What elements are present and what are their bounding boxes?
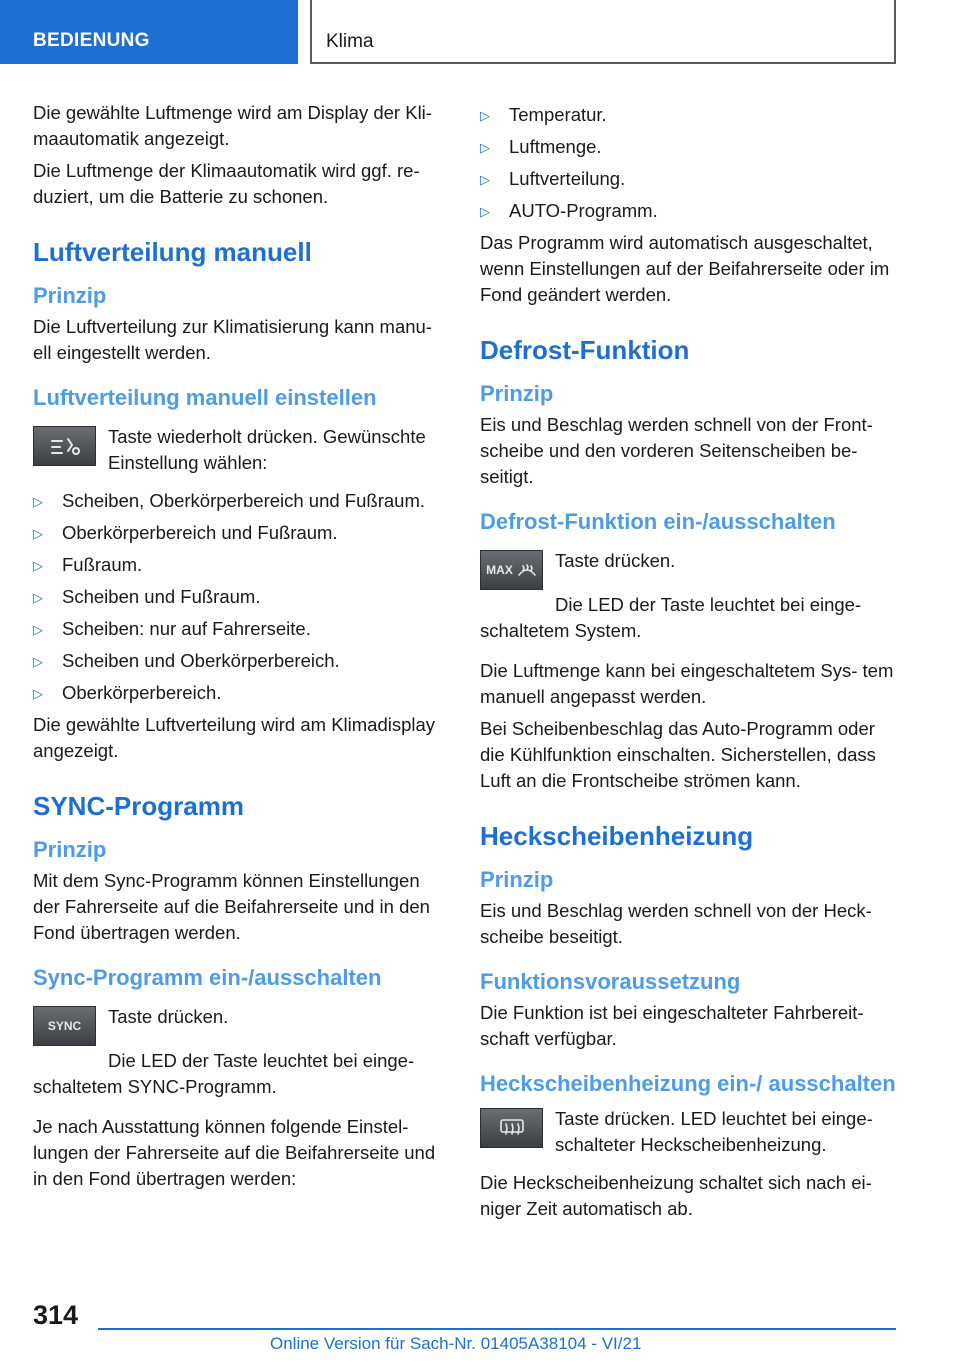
header-section-label: BEDIENUNG: [33, 30, 150, 51]
right-column: [480, 100, 898, 1228]
footer-divider: [98, 1328, 896, 1330]
footer-online-version: Online Version für Sach-Nr. 01405A38104 - VI/21: [270, 1334, 642, 1353]
paragraph: Die Funktion ist bei eingeschalteter Fahrbereit‐ schaft verfügbar.: [480, 1002, 864, 1049]
air-distribution-list: [33, 488, 451, 706]
subheading-funktionsvoraussetzung: Funktionsvoraussetzung: [480, 969, 741, 994]
heading-defrost-funktion: Defrost-Funktion: [480, 335, 690, 365]
button-instruction: [33, 1004, 451, 1046]
air-distribution-button-icon: [33, 426, 96, 466]
list-item: ▷ Scheiben und Oberkörperbereich.: [33, 648, 451, 674]
paragraph: Die LED der Taste leuchtet bei einge‐ schaltetem SYNC-Programm.: [33, 1050, 415, 1097]
button-text: Taste drücken. LED leuchtet bei einge‐ schalteter Heckscheibenheizung.: [555, 1108, 873, 1155]
max-defrost-button-icon: [480, 550, 543, 590]
sync-settings-list: [480, 102, 898, 224]
paragraph: Die gewählte Luftverteilung wird am Klimadisplay angezeigt.: [33, 714, 436, 761]
subheading-prinzip: Prinzip: [33, 283, 107, 308]
list-item: ▷ Scheiben und Fußraum.: [33, 584, 451, 610]
list-item: ▷ Fußraum.: [33, 552, 451, 578]
list-item: ▷ AUTO-Programm.: [480, 198, 898, 224]
max-button-label: MAX: [486, 563, 513, 577]
list-item: ▷ Scheiben, Oberkörperbereich und Fußraum.: [33, 488, 451, 514]
subheading-defrost-ein-aus: Defrost-Funktion ein-/ausschalten: [480, 509, 836, 534]
button-instruction: [480, 548, 898, 590]
subheading-prinzip: Prinzip: [33, 837, 107, 862]
heading-sync-programm: SYNC-Programm: [33, 791, 244, 821]
button-text: Taste drücken.: [555, 550, 676, 571]
paragraph: Die gewählte Luftmenge wird am Display der Kli‐ maautomatik angezeigt.: [33, 102, 432, 149]
sync-button-icon: SYNC: [33, 1006, 96, 1046]
paragraph: Eis und Beschlag werden schnell von der Heck‐ scheibe beseitigt.: [480, 900, 872, 947]
heading-luftverteilung-manuell: Luftverteilung manuell: [33, 237, 312, 267]
paragraph: Mit dem Sync-Programm können Einstellungen der Fahrerseite auf die Beifahrerseite und in den Fond übertragen werden.: [33, 870, 430, 943]
heading-heckscheibenheizung: Heckscheibenheizung: [480, 821, 754, 851]
paragraph: Die Luftverteilung zur Klimatisierung kann manu‐ ell eingestellt werden.: [33, 316, 432, 363]
header-section-tab: [0, 0, 298, 64]
subheading-sync-ein-aus: Sync-Programm ein-/ausschalten: [33, 965, 382, 990]
button-text: Taste wiederholt drücken. Gewünschte Einstellung wählen:: [108, 426, 426, 473]
list-item: ▷ Oberkörperbereich.: [33, 680, 451, 706]
subheading-prinzip: Prinzip: [480, 381, 554, 406]
left-column: [33, 100, 451, 1198]
subheading-prinzip: Prinzip: [480, 867, 554, 892]
paragraph: Eis und Beschlag werden schnell von der Front‐ scheibe und den vorderen Seitenscheiben be‐ seitigt.: [480, 414, 873, 487]
subheading-luftverteilung-einstellen: Luftverteilung manuell einstellen: [33, 385, 377, 410]
paragraph: Die Luftmenge kann bei eingeschaltetem Sys‐ tem manuell angepasst werden.: [480, 660, 894, 707]
subheading-heckscheibenheizung-ein-aus: Heckscheibenheizung ein-/ ausschalten: [480, 1071, 896, 1096]
button-instruction: [33, 424, 451, 482]
list-item: ▷ Luftverteilung.: [480, 166, 898, 192]
windshield-defrost-icon: [517, 561, 537, 579]
button-instruction: [480, 1106, 898, 1164]
header-chapter-label: Klima: [326, 31, 374, 52]
paragraph: Bei Scheibenbeschlag das Auto-Programm oder die Kühlfunktion einschalten. Sicherstellen, dass Luft an die Frontscheibe strömen kann.: [480, 718, 876, 791]
list-item: ▷ Luftmenge.: [480, 134, 898, 160]
rear-window-heating-button-icon: [480, 1108, 543, 1148]
paragraph: Die Heckscheibenheizung schaltet sich nach ei‐ niger Zeit automatisch ab.: [480, 1172, 872, 1219]
paragraph: Die Luftmenge der Klimaautomatik wird ggf. re‐ duziert, um die Batterie zu schonen.: [33, 160, 420, 207]
list-item: ▷ Oberkörperbereich und Fußraum.: [33, 520, 451, 546]
paragraph: Die LED der Taste leuchtet bei einge‐ schaltetem System.: [480, 594, 862, 641]
button-text: Taste drücken.: [108, 1006, 229, 1027]
page-number: 314: [33, 1300, 79, 1330]
list-item: ▷ Temperatur.: [480, 102, 898, 128]
paragraph: Das Programm wird automatisch ausgeschaltet, wenn Einstellungen auf der Beifahrerseite oder im Fond geändert werden.: [480, 232, 890, 305]
header-chapter-box: [310, 0, 896, 64]
list-item: ▷ Scheiben: nur auf Fahrerseite.: [33, 616, 451, 642]
paragraph: Je nach Ausstattung können folgende Einstel‐ lungen der Fahrerseite auf die Beifahrerseite und in den Fond übertragen werden:: [33, 1116, 436, 1189]
